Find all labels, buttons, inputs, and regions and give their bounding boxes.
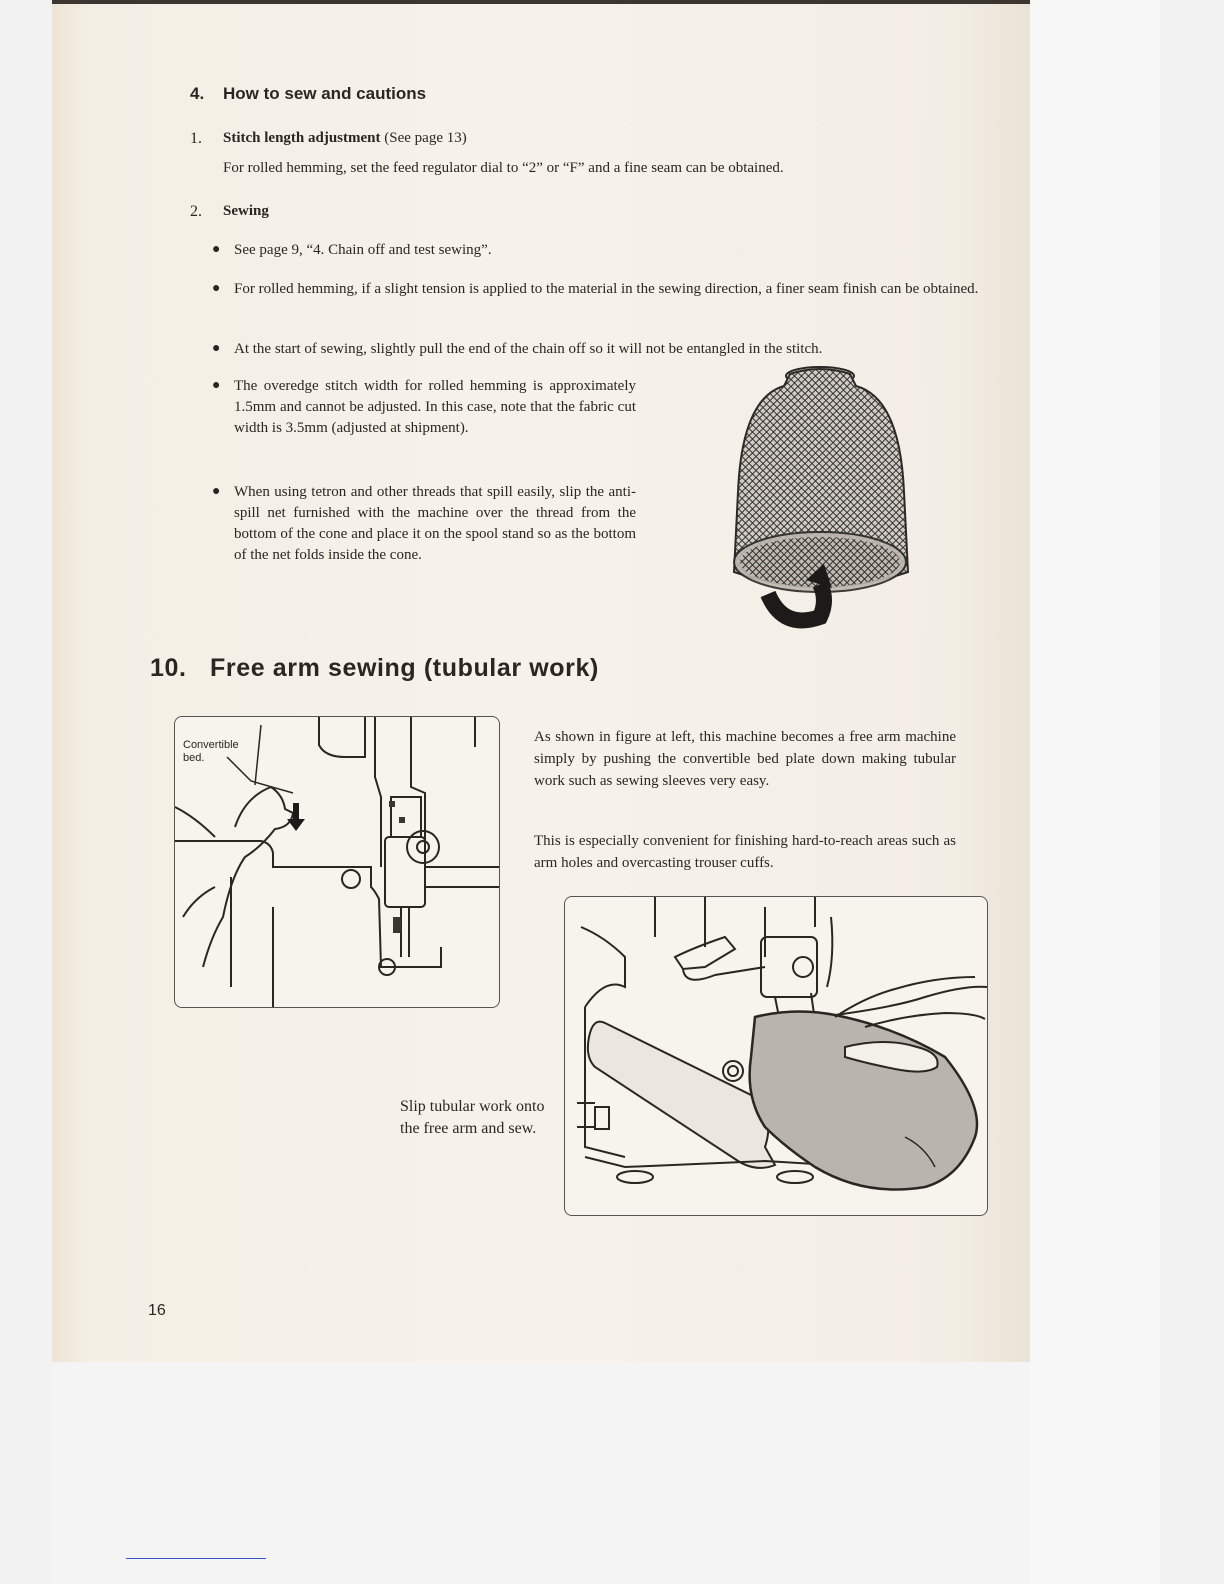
section-10-paragraph-1: As shown in figure at left, this machine becomes a free arm machine simply by pushing the convertible bed plate down making tubular work such as sewing sleeves very easy.: [534, 729, 956, 789]
bullet-dot: ●: [212, 281, 221, 296]
bullet-dot: ●: [212, 484, 221, 499]
bullet-dot: ●: [212, 242, 221, 257]
item-1-heading: [223, 130, 467, 147]
viewer-underline: [126, 1558, 266, 1559]
convertible-bed-figure: [174, 716, 500, 1008]
convertible-bed-label-line2: bed.: [183, 752, 205, 764]
anti-spill-net-illustration: [728, 362, 912, 638]
item-1-page-ref: (See page 13): [380, 130, 467, 146]
section-10-title: Free arm sewing (tubular work): [210, 654, 599, 682]
bullet-text-4: The overedge stitch width for rolled hemming is approximately 1.5mm and cannot be adjusted. In this case, note that the fabric cut width is 3.5mm (adjusted at shipment).: [234, 378, 636, 436]
tubular-work-figure: [564, 896, 988, 1216]
bullet-text-5: When using tetron and other threads that spill easily, slip the anti-spill net furnished with the machine over the thread from the bottom of the cone and place it on the spool stand so as the bottom of the net folds inside the cone.: [234, 484, 636, 563]
bullet-text-2: For rolled hemming, if a slight tension is applied to the material in the sewing direction, a finer seam finish can be obtained.: [234, 281, 979, 297]
item-2-title: Sewing: [223, 203, 269, 219]
item-1-number: 1.: [190, 130, 202, 147]
section-4-number: 4.: [190, 84, 205, 103]
page-lower-margin: [52, 1362, 1030, 1584]
section-4-title: How to sew and cautions: [223, 84, 427, 103]
item-1-title: Stitch length adjustment: [223, 130, 381, 146]
section-10-number: 10.: [150, 654, 187, 682]
page-number: 16: [148, 1302, 166, 1319]
item-1-text: For rolled hemming, set the feed regulator dial to “2” or “F” and a fine seam can be obtained.: [223, 160, 784, 176]
page-top-edge: [52, 0, 1030, 4]
convertible-bed-label-line1: Convertible: [183, 739, 239, 751]
section-10-paragraph-2: This is especially convenient for finishing hard-to-reach areas such as arm holes and overcasting trouser cuffs.: [534, 833, 956, 871]
bullet-text-3: At the start of sewing, slightly pull the end of the chain off so it will not be entangled in the stitch.: [234, 341, 823, 357]
convertible-bed-label: [183, 739, 239, 765]
item-2-number: 2.: [190, 203, 202, 220]
scan-right-margin: [1030, 0, 1160, 1584]
bullet-text-1: See page 9, “4. Chain off and test sewing”.: [234, 242, 492, 258]
bullet-dot: ●: [212, 341, 221, 356]
bullet-dot: ●: [212, 378, 221, 393]
tubular-work-caption: Slip tubular work onto the free arm and sew.: [400, 1098, 545, 1137]
